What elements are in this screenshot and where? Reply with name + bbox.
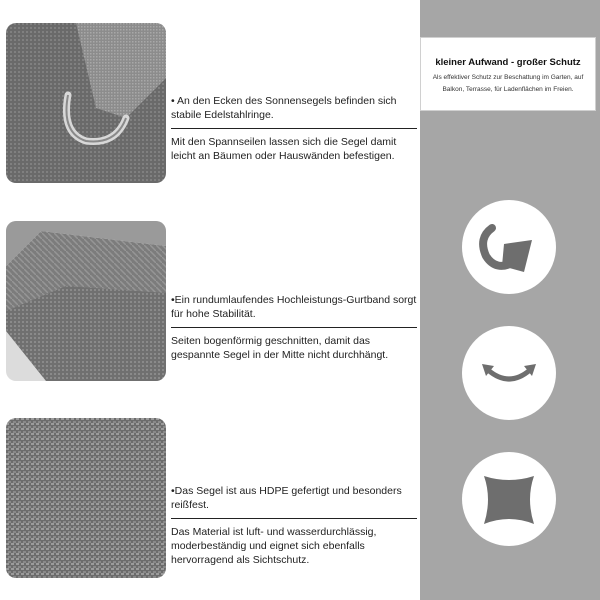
- feature-bullet: • An den Ecken des Sonnensegels befinden sich stabile Edelstahlringe.: [171, 95, 397, 121]
- d-ring-icon-circle: [462, 200, 556, 294]
- feature-bullet: •Das Segel ist aus HDPE gefertigt und besonders reißfest.: [171, 485, 402, 511]
- divider: [171, 128, 417, 129]
- feature-block-material: [171, 484, 417, 567]
- info-box: [421, 38, 595, 110]
- curved-arrow-icon-circle: [462, 326, 556, 420]
- feature-bullet: •Ein rundumlaufendes Hochleistungs-Gurtband sorgt für hohe Stabilität.: [171, 294, 417, 320]
- divider: [171, 518, 417, 519]
- info-title: kleiner Aufwand - großer Schutz: [435, 57, 581, 68]
- feature-description: Seiten bogenförmig geschnitten, damit das gespannte Segel in der Mitte nicht durchhängt.: [171, 335, 389, 361]
- curved-arrow-icon: [462, 326, 556, 420]
- info-text: Als effektiver Schutz zur Beschattung im Garten, auf Balkon, Terrasse, für Ladenflächen im Freien.: [432, 74, 584, 93]
- sail-shape-icon-circle: [462, 452, 556, 546]
- feature-block-rings: [171, 94, 417, 163]
- d-ring-icon: [462, 200, 556, 294]
- fabric-texture-photo: [6, 418, 166, 578]
- webbing-edge-photo: [6, 221, 166, 381]
- divider: [171, 327, 417, 328]
- feature-description: Das Material ist luft- und wasserdurchlässig, moderbeständig und eignet sich ebenfalls hervorragend als Sichtschutz.: [171, 526, 377, 566]
- sail-shape-icon: [462, 452, 556, 546]
- d-ring-corner-photo: [6, 23, 166, 183]
- feature-description: Mit den Spannseilen lassen sich die Segel damit leicht an Bäumen oder Hauswänden befestigen.: [171, 136, 397, 162]
- feature-block-webbing: [171, 293, 417, 362]
